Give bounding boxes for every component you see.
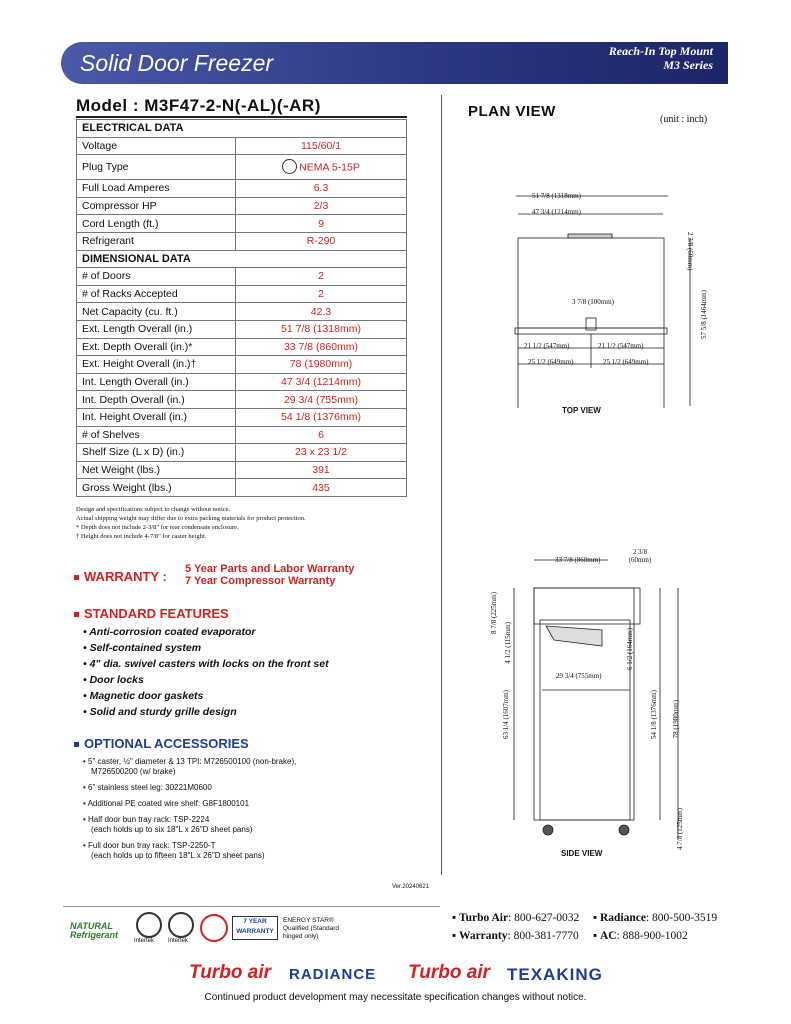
spec-value: 78 (1980mm)	[236, 356, 407, 374]
dim-height: 57 5/8 (1464mm)	[700, 290, 708, 339]
spec-value: R-290	[236, 232, 407, 250]
dim-door-right: 21 1/2 (547mm)	[598, 342, 644, 350]
feature-item: • Self-contained system	[83, 642, 202, 654]
spec-label: Int. Height Overall (in.)	[77, 408, 236, 426]
spec-value: 2	[236, 285, 407, 303]
contact-number: : 800-500-3519	[645, 912, 718, 924]
natural-refrigerant-badge: NATURAL Refrigerant	[70, 921, 119, 940]
accessory-line: (each holds up to six 18"L x 26"D sheet pans)	[91, 825, 253, 834]
caster-wheel	[543, 825, 553, 835]
spec-label: Shelf Size (L x D) (in.)	[77, 444, 236, 462]
dim-depth: 33 7/8 (860mm)	[555, 556, 601, 564]
table-row	[77, 303, 407, 321]
series-subtitle	[609, 44, 713, 72]
table-row	[77, 285, 407, 303]
feature-item: • Solid and sturdy grille design	[83, 706, 237, 718]
feature-item: • Magnetic door gaskets	[83, 690, 204, 702]
spec-value	[236, 155, 407, 180]
footnotes	[76, 505, 306, 541]
door-frame	[515, 328, 667, 334]
contact-label: Warranty	[458, 930, 508, 942]
spec-label: Cord Length (ft.)	[77, 215, 236, 233]
dim-top1: 8 7/8 (225mm)	[490, 592, 498, 634]
table-row	[77, 320, 407, 338]
spec-label: Gross Weight (lbs.)	[77, 479, 236, 497]
table-row	[77, 408, 407, 426]
standard-features-title: STANDARD FEATURES	[84, 606, 229, 621]
unit-label: (unit : inch)	[660, 114, 708, 125]
spec-label: # of Doors	[77, 268, 236, 286]
feature-item: • Door locks	[83, 674, 144, 686]
spec-value: 51 7/8 (1318mm)	[236, 320, 407, 338]
spec-value: 33 7/8 (860mm)	[236, 338, 407, 356]
spec-value: 47 3/4 (1214mm)	[236, 373, 407, 391]
table-row	[77, 268, 407, 286]
table-row	[77, 373, 407, 391]
spec-label: Int. Length Overall (in.)	[77, 373, 236, 391]
top-grille	[568, 234, 612, 238]
contact-label: AC	[599, 930, 617, 942]
accessory-line: M726500200 (w/ brake)	[91, 767, 176, 776]
brand-logo-radiance: RADIANCE	[289, 966, 377, 983]
page-title: Solid Door Freezer	[80, 50, 274, 76]
etl-sanitation-icon	[168, 912, 194, 938]
dim-int-height: 54 1/8 (1376mm)	[650, 690, 658, 739]
accessory-item	[83, 783, 212, 793]
accessory-line: • Full door bun tray rack: TSP-2250-T	[83, 841, 216, 850]
spec-label: Ext. Depth Overall (in.)*	[77, 338, 236, 356]
subtitle-line2: M3 Series	[663, 58, 713, 72]
feature-item: • 4" dia. swivel casters with locks on the front set	[83, 658, 329, 670]
dim-ext-height: 78 (1980mm)	[672, 700, 680, 739]
spec-value: 54 1/8 (1376mm)	[236, 408, 407, 426]
disclaimer-text: Continued product development may necessitate specification changes without notice.	[204, 992, 587, 1003]
accessory-item	[83, 799, 249, 809]
note: † Height does not include 4-7/8" for caster height.	[76, 533, 207, 540]
etl-icon	[136, 912, 162, 938]
brand-logo-turbo-air-2: Turbo air	[408, 962, 490, 983]
top-view-label: TOP VIEW	[562, 406, 601, 415]
subtitle-line1: Reach-In Top Mount	[608, 44, 713, 58]
model-divider	[76, 116, 407, 118]
dim-ext-length: 51 7/8 (1318mm)	[532, 192, 581, 200]
accessory-line: • 5" caster, ½" diameter & 13 TPI: M726500100 (non-brake),	[83, 757, 297, 766]
spec-value: 391	[236, 461, 407, 479]
contact-label: Turbo Air	[458, 912, 509, 924]
table-row	[77, 338, 407, 356]
spec-value: 9	[236, 215, 407, 233]
accessory-line: (each holds up to fifteen 18"L x 26"D sheet pans)	[91, 851, 265, 860]
spec-value: 6	[236, 426, 407, 444]
contact-turbo-air: ▪ Turbo Air: 800-627-0032	[452, 912, 580, 924]
table-row	[77, 426, 407, 444]
spec-value: 435	[236, 479, 407, 497]
contact-ac: ▪ AC: 888-900-1002	[593, 930, 688, 942]
bullet-square-icon	[74, 612, 79, 617]
inner-cabinet	[540, 620, 630, 820]
table-row	[77, 137, 407, 155]
dim-body: 63 1/4 (1607mm)	[502, 690, 510, 739]
spec-label: Net Weight (lbs.)	[77, 461, 236, 479]
plug-type-value: NEMA 5-15P	[299, 160, 360, 173]
bullet-square-icon	[74, 742, 79, 747]
table-row	[77, 232, 407, 250]
column-divider	[441, 95, 442, 875]
caster-wheel	[619, 825, 629, 835]
brand-logo-turbo-air: Turbo air	[189, 962, 271, 983]
brand-logo-texaking: TEXAKING	[507, 965, 603, 984]
spec-label: Net Capacity (cu. ft.)	[77, 303, 236, 321]
model-number: Model : M3F47-2-N(-AL)(-AR)	[76, 96, 321, 115]
cabinet-side-outline	[534, 588, 634, 820]
contact-label: Radiance	[599, 912, 646, 924]
spec-label: Refrigerant	[77, 232, 236, 250]
warranty-line2: 7 Year Compressor Warranty	[185, 575, 336, 587]
dim-top-offset: 2 3/8 (60mm)	[686, 232, 694, 271]
spec-value: 6.3	[236, 180, 407, 198]
table-row	[77, 197, 407, 215]
intertek-label: Intertek	[168, 938, 189, 944]
warranty-seal-icon	[200, 914, 228, 942]
spec-label: Plug Type	[77, 155, 236, 180]
spec-label: Ext. Length Overall (in.)	[77, 320, 236, 338]
spec-table	[76, 119, 407, 497]
note: Actual shipping weight may differ due to extra packing materials for product protection.	[76, 515, 306, 522]
side-view-drawing	[490, 548, 720, 848]
contact-number: : 800-381-7770	[507, 930, 579, 942]
dim-half-right: 25 1/2 (649mm)	[603, 358, 649, 366]
warranty-terms	[185, 563, 354, 587]
spec-label: # of Shelves	[77, 426, 236, 444]
warranty-label: WARRANTY :	[84, 569, 167, 584]
intertek-label: Intertek	[134, 938, 155, 944]
feature-item: • Anti-corrosion coated evaporator	[83, 626, 256, 638]
electrical-heading: ELECTRICAL DATA	[77, 120, 407, 138]
dimensional-heading: DIMENSIONAL DATA	[77, 250, 407, 268]
spec-value: 23 x 23 1/2	[236, 444, 407, 462]
table-row	[77, 215, 407, 233]
contact-number: : 888-900-1002	[616, 930, 688, 942]
accessory-line: • Half door bun tray rack: TSP-2224	[83, 815, 210, 824]
dim-center: 3 7/8 (100mm)	[572, 298, 614, 306]
spec-value: 2/3	[236, 197, 407, 215]
spec-label: Int. Depth Overall (in.)	[77, 391, 236, 409]
dim-rear: 2 3/8 (60mm)	[628, 548, 652, 564]
accessory-item	[83, 841, 265, 861]
table-row	[77, 155, 407, 180]
table-row	[77, 479, 407, 497]
warranty-line1: 5 Year Parts and Labor Warranty	[185, 563, 355, 575]
table-row	[77, 391, 407, 409]
upper-compartment	[534, 588, 640, 624]
note: Design and specifications subject to change without notice.	[76, 506, 231, 513]
note: * Depth does not include 2-3/8" for rear condensate enclosure.	[76, 524, 239, 531]
energy-star-text: ENERGY STAR® Qualified (Standard hinged only)	[283, 917, 340, 940]
spec-value: 29 3/4 (755mm)	[236, 391, 407, 409]
dim-inner-top: 6 1/2 (164mm)	[626, 628, 634, 670]
optional-accessories-heading	[74, 736, 249, 751]
spec-value: 115/60/1	[236, 137, 407, 155]
contact-warranty: ▪ Warranty: 800-381-7770	[452, 930, 579, 942]
spec-label: Ext. Height Overall (in.)†	[77, 356, 236, 374]
table-row	[77, 180, 407, 198]
dim-door-left: 21 1/2 (547mm)	[524, 342, 570, 350]
warranty-heading	[74, 569, 167, 584]
contact-radiance: ▪ Radiance: 800-500-3519	[593, 912, 718, 924]
accessory-item	[83, 757, 296, 777]
spec-label: Compressor HP	[77, 197, 236, 215]
spec-value: 42.3	[236, 303, 407, 321]
plug-icon	[282, 159, 297, 174]
plan-view-title: PLAN VIEW	[468, 103, 556, 120]
dim-int-depth: 29 3/4 (755mm)	[556, 672, 602, 680]
spec-label: Full Load Amperes	[77, 180, 236, 198]
dim-caster: 4 7/8 (125mm)	[676, 808, 684, 850]
dim-int-length: 47 3/4 (1214mm)	[532, 208, 581, 216]
optional-accessories-title: OPTIONAL ACCESSORIES	[84, 736, 249, 751]
spec-label: Voltage	[77, 137, 236, 155]
contact-number: : 800-627-0032	[508, 912, 580, 924]
bullet-square-icon	[74, 575, 79, 580]
spec-value: 2	[236, 268, 407, 286]
version-text: Ver.20240621	[392, 884, 430, 890]
table-row	[77, 461, 407, 479]
side-view-label: SIDE VIEW	[561, 849, 603, 858]
accessory-line: • Additional PE coated wire shelf: G8F1800101	[83, 799, 250, 808]
warranty-badge: 7 YEAR WARRANTY	[232, 916, 278, 940]
evaporator	[546, 626, 602, 646]
table-row	[77, 444, 407, 462]
dim-half-left: 25 1/2 (649mm)	[528, 358, 574, 366]
accessory-item	[83, 815, 252, 835]
table-row	[77, 356, 407, 374]
cabinet-top-outline	[518, 238, 664, 328]
standard-features-heading	[74, 606, 229, 621]
accessory-line: • 6" stainless steel leg: 30221M0600	[83, 783, 212, 792]
dim-top2: 4 1/2 (115mm)	[504, 622, 512, 664]
spec-label: # of Racks Accepted	[77, 285, 236, 303]
